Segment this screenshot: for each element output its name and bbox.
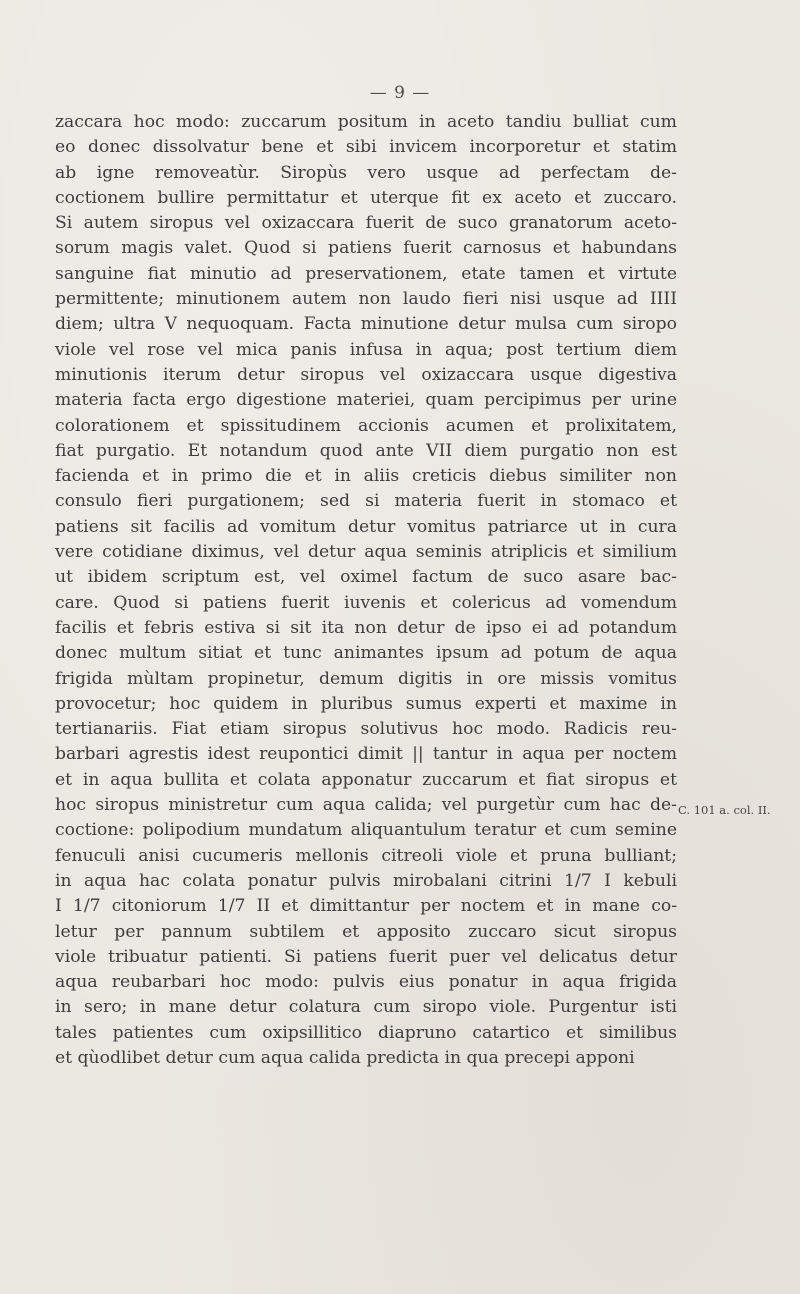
text-line: I 1/7 citoniorum 1/7 II et dimittantur per noctem et in mane co- [55,896,677,917]
text-line: coctione: polipodium mundatum aliquantulum teratur et cum semine [55,820,677,841]
text-line: barbari agrestis idest reupontici dimit || tantur in aqua per noctem [55,744,677,765]
text-line: tales patientes cum oxipsillitico diapruno catartico et similibus [55,1022,677,1043]
text-line: ut ibidem scriptum est, vel oximel factum de suco asare bac- [55,567,677,588]
text-line: patiens sit facilis ad vomitum detur vomitus patriarce ut in cura [55,516,677,537]
text-line: permittente; minutionem autem non laudo fieri nisi usque ad IIII [55,289,677,310]
text-line: facilis et febris estiva si sit ita non detur de ipso ei ad potandum [55,617,677,638]
text-line: materia facta ergo digestione materiei, quam percipimus per urine [55,390,677,411]
text-line: et qùodlibet detur cum aqua calida predicta in qua precepi apponi [55,1047,635,1068]
text-line: fenuculi anisi cucumeris mellonis citreoli viole et pruna bulliant; [55,845,677,866]
margin-note: C. 101 a. col. II. [678,803,771,817]
text-line: sorum magis valet. Quod si patiens fuerit carnosus et habundans [55,238,677,259]
text-line: colorationem et spissitudinem accionis acumen et prolixitatem, [55,415,677,436]
text-line: vere cotidiane diximus, vel detur aqua seminis atriplicis et similium [55,542,677,563]
text-line: zaccara hoc modo: zuccarum positum in aceto tandiu bulliat cum [55,112,677,132]
text-line: care. Quod si patiens fuerit iuvenis et colericus ad vomendum [55,592,677,613]
text-line: viole vel rose vel mica panis infusa in aqua; post tertium diem [55,339,677,360]
text-line: ab igne removeatùr. Siropùs vero usque ad perfectam de- [55,162,677,183]
text-line: letur per pannum subtilem et apposito zuccaro sicut siropus [55,921,677,942]
text-line: eo donec dissolvatur bene et sibi invicem incorporetur et statim [55,137,677,158]
text-line: facienda et in primo die et in aliis creticis diebus similiter non [55,466,677,487]
text-line: aqua reubarbari hoc modo: pulvis eius ponatur in aqua frigida [55,972,677,993]
page-number: — 9 — [369,83,431,103]
text-line: coctionem bullire permittatur et uterque fit ex aceto et zuccaro. [55,187,677,208]
text-line: provocetur; hoc quidem in pluribus sumus experti et maxime in [55,693,677,714]
text-line: tertianariis. Fiat etiam siropus solutivus hoc modo. Radicis reu- [55,719,677,740]
text-line: in aqua hac colata ponatur pulvis mirobalani citrini 1/7 I kebuli [55,870,677,891]
text-line: consulo fieri purgationem; sed si materia fuerit in stomaco et [55,491,677,512]
text-line: et in aqua bullita et colata apponatur zuccarum et fiat siropus et [55,769,677,790]
text-line: frigida mùltam propinetur, demum digitis in ore missis vomitus [55,668,677,689]
text-line: fiat purgatio. Et notandum quod ante VII diem purgatio non est [55,440,677,461]
text-line: Si autem siropus vel oxizaccara fuerit de suco granatorum aceto- [55,213,677,234]
text-body [55,110,677,1071]
text-line: sanguine fiat minutio ad preservationem, etate tamen et virtute [55,263,677,284]
text-line: diem; ultra V nequoquam. Facta minutione detur mulsa cum siropo [55,314,677,335]
text-line: viole tribuatur patienti. Si patiens fuerit puer vel delicatus detur [55,946,677,967]
text-line: minutionis iterum detur siropus vel oxizaccara usque digestiva [55,364,677,385]
text-line: hoc siropus ministretur cum aqua calida; vel purgetùr cum hac de- [55,795,677,816]
text-line: in sero; in mane detur colatura cum siropo viole. Purgentur isti [55,997,677,1018]
text-line: donec multum sitiat et tunc animantes ipsum ad potum de aqua [55,643,677,664]
